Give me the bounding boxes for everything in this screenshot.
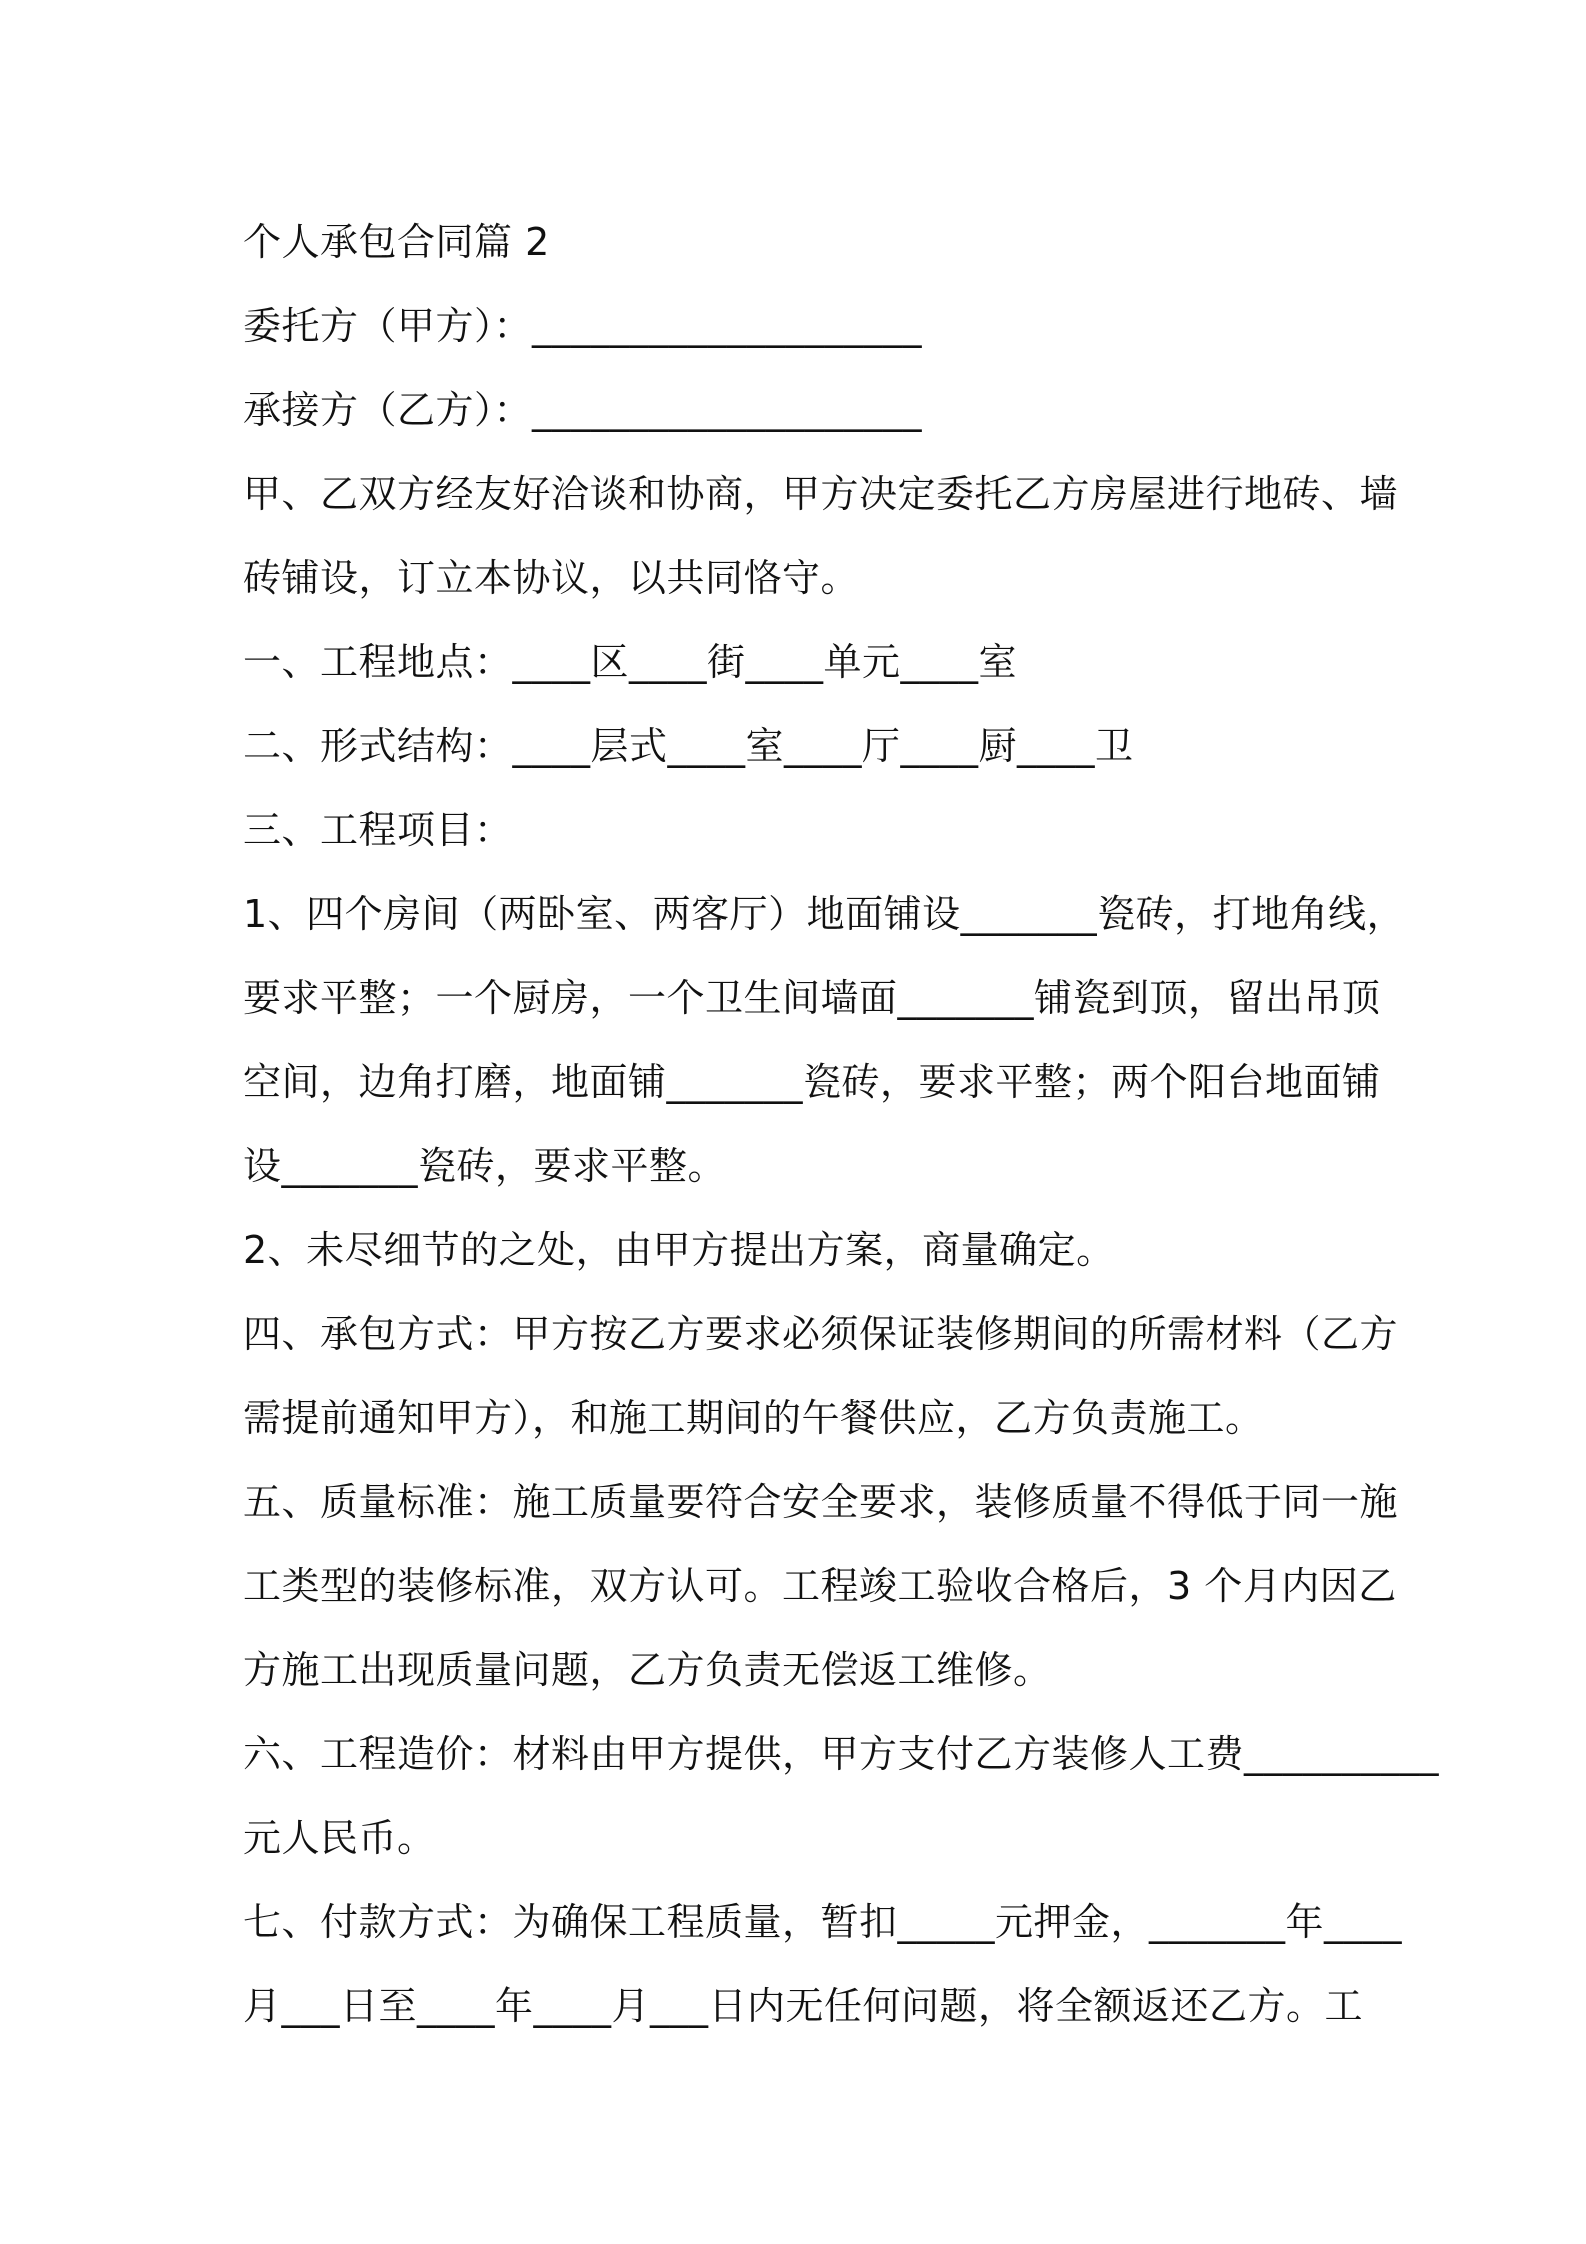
clause-4-line: 四、承包方式：甲方按乙方要求必须保证装修期间的所需材料（乙方 (243, 1312, 1399, 1356)
clause-3-item-1-line: 设_______瓷砖，要求平整。 (243, 1144, 727, 1188)
clause-3-heading: 三、工程项目： (243, 808, 513, 852)
clause-6-line: 元人民币。 (243, 1816, 436, 1860)
clause-3-item-1-line: 1、四个房间（两卧室、两客厅）地面铺设_______瓷砖，打地角线， (243, 892, 1406, 936)
intro-paragraph-line: 甲、乙双方经友好洽谈和协商，甲方决定委托乙方房屋进行地砖、墙 (243, 472, 1399, 516)
clause-2-structure: 二、形式结构：____层式____室____厅____厨____卫 (243, 724, 1134, 768)
clause-3-item-1-line: 空间，边角打磨，地面铺_______瓷砖，要求平整；两个阳台地面铺 (243, 1060, 1381, 1104)
party-b-line: 承接方（乙方）：____________________ (243, 388, 923, 432)
document-body (243, 200, 1440, 2048)
clause-7-line: 月___日至____年____月___日内无任何问题，将全额返还乙方。工 (243, 1984, 1364, 2028)
clause-4-line: 需提前通知甲方），和施工期间的午餐供应，乙方负责施工。 (243, 1396, 1264, 1440)
document-title: 个人承包合同篇 2 (243, 220, 550, 264)
clause-6-line: 六、工程造价：材料由甲方提供，甲方支付乙方装修人工费__________ (243, 1732, 1440, 1776)
clause-5-line: 工类型的装修标准，双方认可。工程竣工验收合格后，3 个月内因乙 (243, 1564, 1397, 1608)
clause-7-line: 七、付款方式：为确保工程质量，暂扣_____元押金，_______年____ (243, 1900, 1403, 1944)
clause-1-location: 一、工程地点：____区____街____单元____室 (243, 640, 1018, 684)
clause-5-line: 方施工出现质量问题，乙方负责无偿返工维修。 (243, 1648, 1052, 1692)
intro-paragraph-line: 砖铺设，订立本协议，以共同恪守。 (243, 556, 860, 600)
clause-3-item-2: 2、未尽细节的之处，由甲方提出方案，商量确定。 (243, 1228, 1115, 1272)
party-a-line: 委托方（甲方）：____________________ (243, 304, 923, 348)
clause-3-item-1-line: 要求平整；一个厨房，一个卫生间墙面_______铺瓷到顶，留出吊顶 (243, 976, 1381, 1020)
clause-5-line: 五、质量标准：施工质量要符合安全要求，装修质量不得低于同一施 (243, 1480, 1399, 1524)
